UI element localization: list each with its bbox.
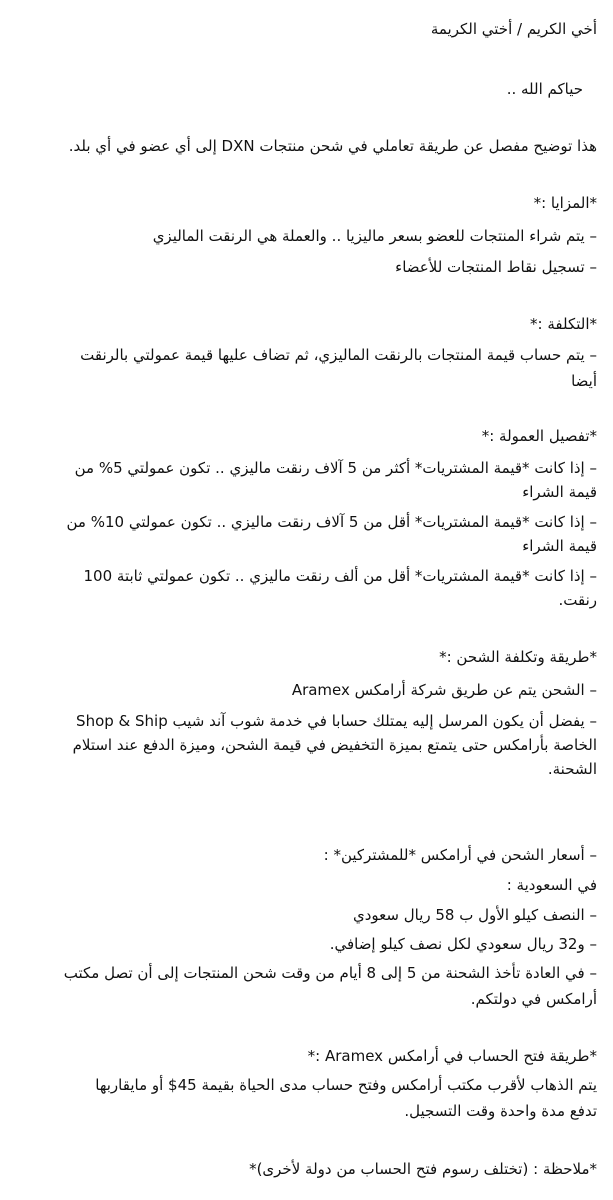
- commission-row: رنقت.: [558, 591, 597, 609]
- intro-line: هذا توضيح مفصل عن طريقة تعاملي في شحن منتجات DXN إلى أي عضو في أي بلد.: [68, 137, 597, 155]
- salutation: أخي الكريم / أختي الكريمة: [430, 20, 597, 38]
- rates-line: – في العادة تأخذ الشحنة من 5 إلى 8 أيام من وقت شحن المنتجات إلى أن تصل مكتب: [63, 964, 597, 982]
- rates-title: – أسعار الشحن في أرامكس *للمشتركين* :: [323, 846, 597, 864]
- rates-line: – النصف كيلو الأول ب 58 ريال سعودي: [352, 906, 597, 924]
- commission-title: *تفصيل العمولة :*: [481, 427, 597, 445]
- rates-line: أرامكس في دولتكم.: [470, 990, 597, 1008]
- cost-title: *التكلفة :*: [530, 315, 597, 333]
- shipping-line: الشحنة.: [547, 760, 597, 778]
- account-line: تدفع مدة واحدة وقت التسجيل.: [404, 1102, 597, 1120]
- commission-row: – إذا كانت *قيمة المشتريات* أقل من ألف رنقت ماليزي .. تكون عمولتي ثابتة 100: [83, 567, 597, 585]
- commission-row: قيمة الشراء: [522, 483, 597, 501]
- advantage-item: – يتم شراء المنتجات للعضو بسعر ماليزيا .. والعملة هي الرنقت الماليزي: [152, 227, 597, 245]
- rates-region: في السعودية :: [506, 876, 597, 894]
- commission-row: – إذا كانت *قيمة المشتريات* أقل من 5 آلاف رنقت ماليزي .. تكون عمولتي 10% من: [66, 513, 597, 531]
- shipping-title: *طريقة وتكلفة الشحن :*: [439, 648, 597, 666]
- welcome-line: حياكم الله ..: [506, 80, 583, 98]
- cost-line: أيضا: [571, 372, 597, 390]
- shipping-line: الخاصة بأرامكس حتى يتمتع بميزة التخفيض في قيمة الشحن، وميزة الدفع عند استلام: [72, 736, 597, 754]
- advantage-item: – تسجيل نقاط المنتجات للأعضاء: [395, 258, 597, 276]
- account-title: *طريقة فتح الحساب في أرامكس Aramex :*: [307, 1047, 597, 1065]
- commission-row: قيمة الشراء: [522, 537, 597, 555]
- shipping-line: – يفضل أن يكون المرسل إليه يمتلك حسابا في خدمة شوب آند شيب Shop & Ship: [76, 712, 597, 730]
- note-line: *ملاحظة : (تختلف رسوم فتح الحساب من دولة لأخرى)*: [249, 1160, 597, 1178]
- account-line: يتم الذهاب لأقرب مكتب أرامكس وفتح حساب مدى الحياة بقيمة 45$ أو مايقاربها: [95, 1076, 597, 1094]
- shipping-line: – الشحن يتم عن طريق شركة أرامكس Aramex: [291, 681, 597, 699]
- cost-line: – يتم حساب قيمة المنتجات بالرنقت الماليزي، ثم تضاف عليها قيمة عمولتي بالرنقت: [80, 346, 597, 364]
- rates-line: – و32 ريال سعودي لكل نصف كيلو إضافي.: [329, 935, 597, 953]
- advantages-title: *المزايا :*: [533, 194, 597, 212]
- commission-row: – إذا كانت *قيمة المشتريات* أكثر من 5 آلاف رنقت ماليزي .. تكون عمولتي 5% من: [74, 459, 597, 477]
